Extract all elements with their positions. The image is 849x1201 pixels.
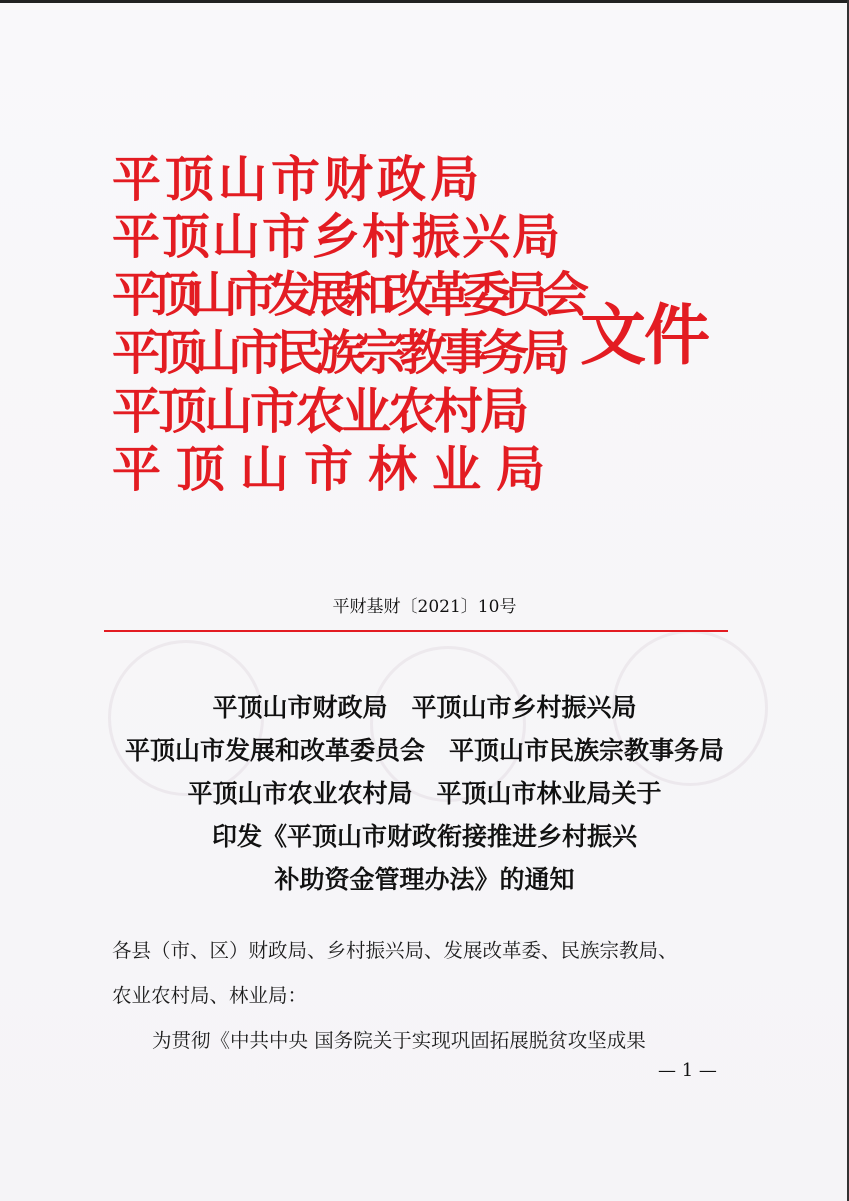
title-line <box>0 686 849 729</box>
issuer-name: 平顶山市林业局 <box>112 440 561 498</box>
title-segment: 平顶山市民族宗教事务局 <box>449 736 725 765</box>
recipients-line: 农业农村局、林业局： <box>112 984 308 1007</box>
title-segment: 平顶山市发展和改革委员会 <box>124 736 425 765</box>
title-segment: 平顶山市农业农村局 <box>187 779 413 808</box>
issuer-name: 平顶山市发展和改革委员会 <box>112 267 581 323</box>
body-paragraph: 为贯彻《中共中央 国务院关于实现巩固拓展脱贫攻坚成果 <box>152 1029 646 1052</box>
page-edge-top <box>0 0 849 3</box>
title-segment: 平顶山市乡村振兴局 <box>411 693 637 722</box>
recipients-line: 各县（市、区）财政局、乡村振兴局、发展改革委、民族宗教局、 <box>112 939 678 962</box>
title-line <box>0 729 849 772</box>
issuer-name: 平顶山市民族宗教事务局 <box>112 325 564 381</box>
issuer-name: 平顶山市乡村振兴局 <box>112 209 563 265</box>
issuer-name: 平顶山市农业农村局 <box>112 382 527 440</box>
document-number: 平财基财〔2021〕10号 <box>332 597 517 617</box>
issuer-header <box>112 150 581 498</box>
title-line: 印发《平顶山市财政衔接推进乡村振兴 <box>211 822 637 851</box>
document-type-label: 文件 <box>580 296 708 374</box>
title-segment: 平顶山市林业局关于 <box>436 779 662 808</box>
page-number: — 1 — <box>658 1060 717 1081</box>
title-segment: 平顶山市财政局 <box>212 693 388 722</box>
document-title <box>0 686 849 901</box>
title-line <box>0 772 849 815</box>
document-body <box>112 928 732 1063</box>
issuer-name: 平顶山市财政局 <box>112 150 484 208</box>
title-line: 补助资金管理办法》的通知 <box>274 865 575 894</box>
red-separator-line <box>104 630 728 632</box>
